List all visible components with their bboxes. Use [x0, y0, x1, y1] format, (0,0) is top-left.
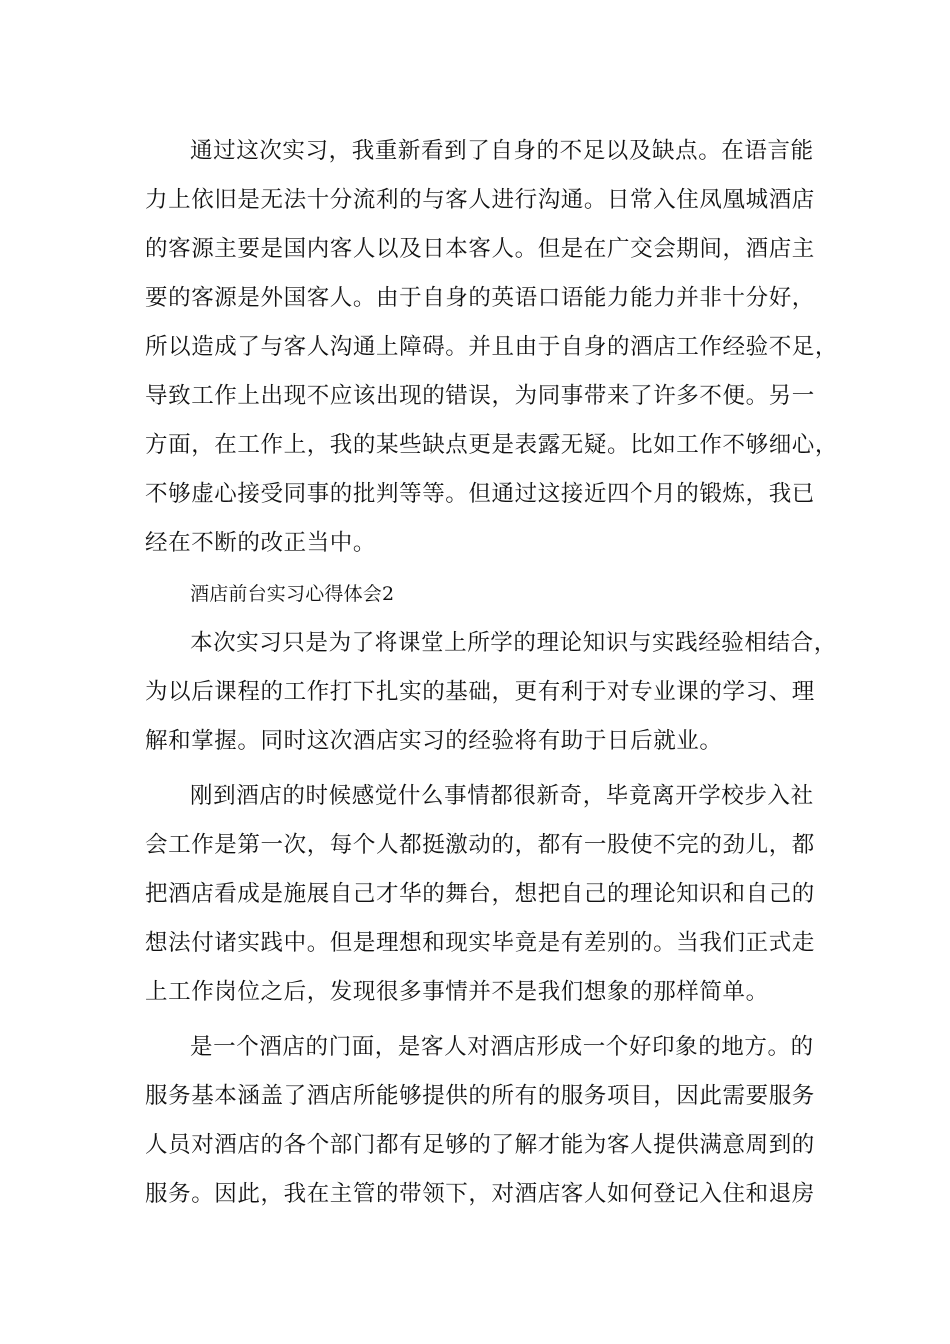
paragraph-3-line-4: 想法付诸实践中。但是理想和现实毕竟是有差别的。当我们正式走 — [145, 930, 815, 956]
paragraph-4-line-2: 服务基本涵盖了酒店所能够提供的所有的服务项目，因此需要服务 — [145, 1083, 815, 1109]
paragraph-3-line-3: 把酒店看成是施展自己才华的舞台，想把自己的理论知识和自己的 — [145, 881, 815, 907]
paragraph-4-line-3: 人员对酒店的各个部门都有足够的了解才能为客人提供满意周到的 — [145, 1132, 815, 1158]
section-heading: 酒店前台实习心得体会2 — [190, 583, 395, 605]
paragraph-1-line-7: 方面，在工作上，我的某些缺点更是表露无疑。比如工作不够细心， — [145, 432, 839, 458]
paragraph-2-line-2: 为以后课程的工作打下扎实的基础，更有利于对专业课的学习、理 — [145, 679, 815, 705]
paragraph-1-line-8: 不够虚心接受同事的批判等等。但通过这接近四个月的锻炼，我已 — [145, 481, 815, 507]
paragraph-2-line-3: 解和掌握。同时这次酒店实习的经验将有助于日后就业。 — [145, 728, 723, 754]
paragraph-4-line-4: 服务。因此，我在主管的带领下，对酒店客人如何登记入住和退房 — [145, 1181, 815, 1207]
paragraph-3-line-1: 刚到酒店的时候感觉什么事情都很新奇，毕竟离开学校步入社 — [190, 783, 814, 809]
paragraph-1-line-6: 导致工作上出现不应该出现的错误，为同事带来了许多不便。另一 — [145, 383, 815, 409]
paragraph-3-line-5: 上工作岗位之后，发现很多事情并不是我们想象的那样简单。 — [145, 979, 769, 1005]
paragraph-1-line-9: 经在不断的改正当中。 — [145, 530, 377, 556]
paragraph-2-line-1: 本次实习只是为了将课堂上所学的理论知识与实践经验相结合， — [190, 630, 837, 656]
paragraph-3-line-2: 会工作是第一次，每个人都挺激动的，都有一股使不完的劲儿，都 — [145, 832, 815, 858]
paragraph-4-line-1: 是一个酒店的门面，是客人对酒店形成一个好印象的地方。的 — [190, 1034, 814, 1060]
paragraph-1-line-1: 通过这次实习，我重新看到了自身的不足以及缺点。在语言能 — [190, 138, 814, 164]
paragraph-1-line-3: 的客源主要是国内客人以及日本客人。但是在广交会期间，酒店主 — [145, 236, 815, 262]
paragraph-1-line-2: 力上依旧是无法十分流利的与客人进行沟通。日常入住凤凰城酒店 — [145, 187, 815, 213]
paragraph-1-line-4: 要的客源是外国客人。由于自身的英语口语能力能力并非十分好， — [145, 285, 815, 311]
paragraph-1-line-5: 所以造成了与客人沟通上障碍。并且由于自身的酒店工作经验不足， — [145, 334, 839, 360]
